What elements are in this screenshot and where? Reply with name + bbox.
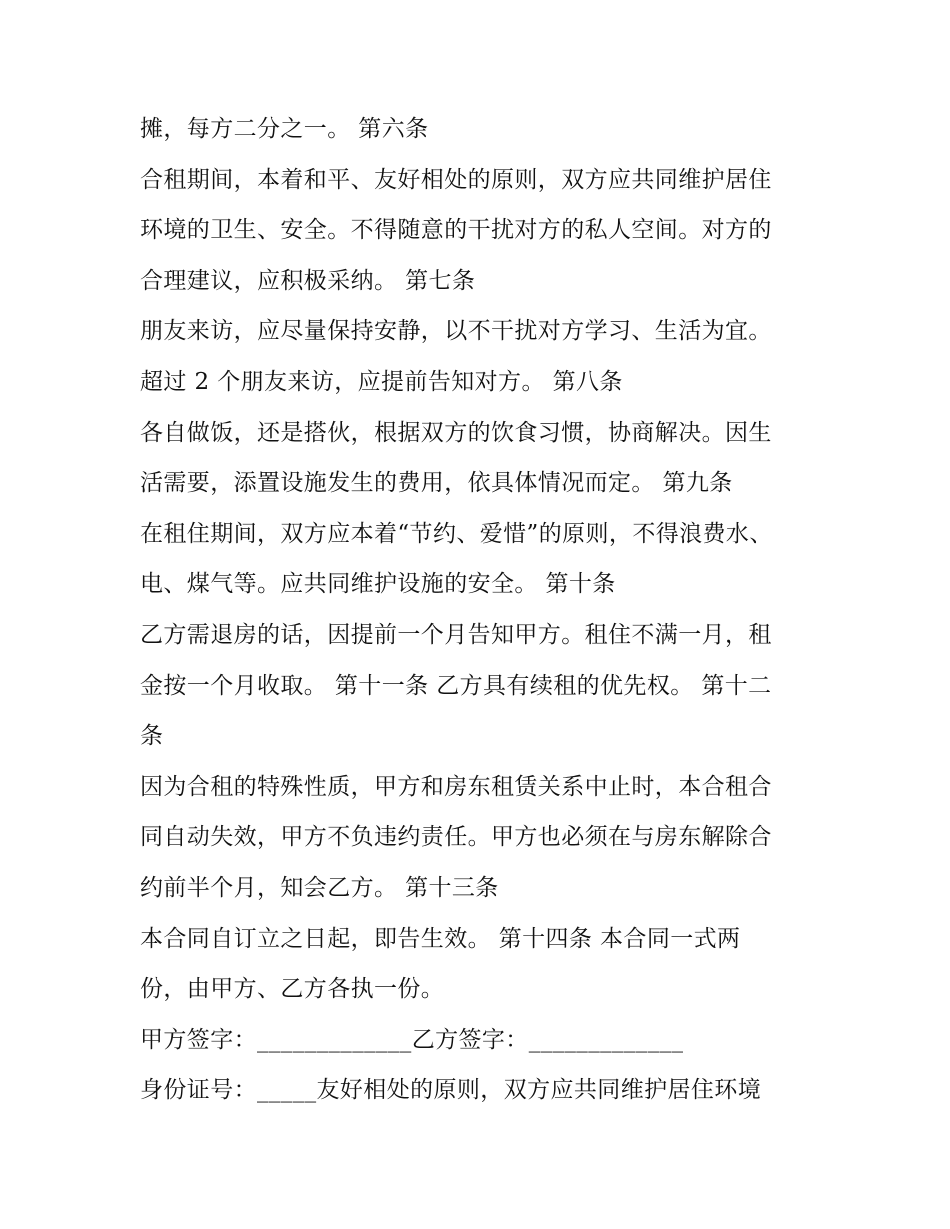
text-line: 同自动失效，甲方不负违约责任。甲方也必须在与房东解除合 <box>140 824 772 851</box>
text-line: 因为合租的特殊性质，甲方和房东租赁关系中止时，本合租合 <box>140 773 772 800</box>
text-line: 各自做饭，还是搭伙，根据双方的饮食习惯，协商解决。因生 <box>140 419 772 446</box>
contract-text <box>140 104 840 1116</box>
text-line: 合理建议，应积极采纳。 第七条 <box>140 267 476 294</box>
text-line: 条 <box>140 723 164 750</box>
text-line: 活需要，添置设施发生的费用，依具体情况而定。 第九条 <box>140 470 733 497</box>
signature-line: 甲方签字：_____________乙方签字：_____________ <box>140 1026 684 1053</box>
text-line: 朋友来访，应尽量保持安静，以不干扰对方学习、生活为宜。 <box>140 318 772 345</box>
text-line: 合租期间，本着和平、友好相处的原则，双方应共同维护居住 <box>140 166 772 193</box>
text-line: 本合同自订立之日起，即告生效。 第十四条 本合同一式两 <box>140 925 741 952</box>
id-number-line: 身份证号：_____友好相处的原则，双方应共同维护居住环境 <box>140 1077 762 1104</box>
text-line: 在租住期间，双方应本着“节约、爱惜”的原则，不得浪费水、 <box>140 520 773 547</box>
text-line: 约前半个月，知会乙方。 第十三条 <box>140 874 499 901</box>
text-line: 超过 2 个朋友来访，应提前告知对方。 第八条 <box>140 368 623 395</box>
text-line: 金按一个月收取。 第十一条 乙方具有续租的优先权。 第十二 <box>140 672 772 699</box>
text-line: 电、煤气等。应共同维护设施的安全。 第十条 <box>140 571 616 598</box>
text-line: 份，由甲方、乙方各执一份。 <box>140 976 445 1003</box>
text-line: 摊，每方二分之一。 第六条 <box>140 116 429 142</box>
text-line: 乙方需退房的话，因提前一个月告知甲方。租住不满一月，租 <box>140 621 772 648</box>
text-line: 环境的卫生、安全。不得随意的干扰对方的私人空间。对方的 <box>140 217 772 244</box>
